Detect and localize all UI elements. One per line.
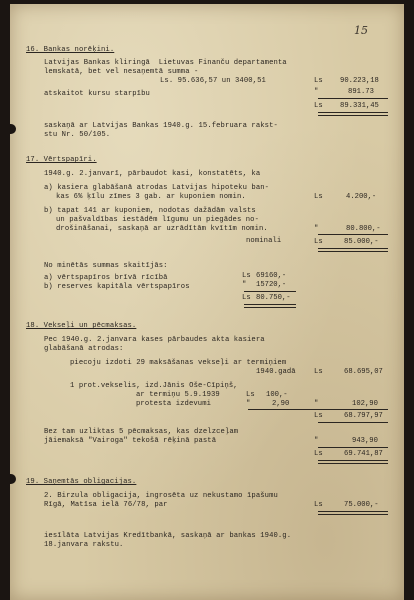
s16-line4: atskaitot kursu starpību bbox=[44, 90, 150, 98]
s17-line1: 1940.g. 2.janvarī, pārbaudot kasi, konstatēts, ka bbox=[44, 170, 261, 178]
s19-para1: iesīlāta Latvijas Kredītbankā, saskaņā ar bankas 1940.g. bbox=[44, 532, 292, 540]
page-number: 15 bbox=[354, 24, 368, 37]
s16-line2: lemskatā, bet vel nesaņemtā summa - bbox=[44, 68, 199, 76]
currency-label: Ls bbox=[246, 391, 255, 399]
section-17-heading: 17. Vērtspapīri. bbox=[26, 156, 97, 164]
section-16-heading: 16. Bankas norēķini. bbox=[26, 46, 115, 54]
s19-amount: 75.000,- bbox=[344, 501, 379, 509]
currency-label: Ls bbox=[314, 368, 323, 376]
s16-para1: saskaņā ar Latvijas Bankas 1940.g. 15.februara rakst- bbox=[44, 122, 278, 130]
s17-nominali: nominali bbox=[246, 237, 282, 245]
s18-sum1: 68.797,97 bbox=[344, 412, 383, 420]
section-19-heading: 19. Saņemtās obligacijas. bbox=[26, 478, 137, 486]
s18-amount5: 943,90 bbox=[352, 437, 378, 445]
s18-line3: piecoju izdoti 29 maksāšanas vekseļi ar termiņiem bbox=[70, 359, 287, 367]
s18-line5: ar termiņu 5.9.1939 bbox=[136, 391, 220, 399]
s17-calc: No minētās summas skaitījās: bbox=[44, 262, 168, 270]
currency-label: Ls bbox=[314, 450, 323, 458]
s18-line6: protesta izdevumi bbox=[136, 400, 212, 408]
s18-line1: Pec 1940.g. 2.janvara kases pārbaudes akta kasiera bbox=[44, 336, 265, 344]
s18-line8: jāiemaksā "Vairoga" tekošā rēķinā pastā bbox=[44, 437, 217, 445]
s17-a-amount: 4.200,- bbox=[346, 193, 377, 201]
s16-amount2: 891.73 bbox=[348, 88, 374, 96]
s17-calc-b-amount: 15720,- bbox=[256, 281, 287, 289]
s18-amount1: 68.695,07 bbox=[344, 368, 383, 376]
punch-hole bbox=[10, 124, 16, 134]
s16-amount3: 89.331,45 bbox=[340, 102, 379, 110]
currency-label: Ls bbox=[314, 501, 323, 509]
s18-amount2: 100,- bbox=[266, 391, 288, 399]
currency-label: Ls bbox=[242, 294, 251, 302]
s16-line3: Ls. 95.636,57 un 3400,51 bbox=[160, 77, 266, 85]
s17-calc-sum: 80.750,- bbox=[256, 294, 291, 302]
currency-label: Ls bbox=[314, 412, 323, 420]
currency-label: Ls bbox=[314, 102, 323, 110]
s19-line2: Rīgā, Matīsa ielā 76/78, par bbox=[44, 501, 168, 509]
s19-line1: 2. Birzula obligacija, ingrosēta uz nekustamo īpašumu bbox=[44, 492, 278, 500]
s18-line2: glabāšanā atrodas: bbox=[44, 345, 124, 353]
s17-a-line1: a) kasiera glabāšanā atrodas Latvijas hipoteku ban- bbox=[44, 184, 270, 192]
s17-calc-a-amount: 69160,- bbox=[256, 272, 287, 280]
s16-amount1: 90.223,18 bbox=[340, 77, 379, 85]
s17-b-line1: b) tapat 141 ar kuponiem, nodotas dažādām valsts bbox=[44, 207, 256, 215]
currency-label: Ls bbox=[242, 272, 251, 280]
currency-label: Ls bbox=[314, 238, 323, 246]
s16-line1: Latvijas Bankas kliringā Lietuvas Finanču departamenta bbox=[44, 59, 287, 67]
document-page: 15 16. Bankas norēķini. Latvijas Bankas kliringā Lietuvas Finanču departamenta lemskatā, bet vel nesaņemtā summa - Ls. 95.636,57 un 3400,51 atskaitot kursu starpību Ls 90.223,18 " 891.73 Ls 89.331,45 saskaņā ar Latvijas Bankas 1940.g. 15.februara rakst- stu Nr. 50/105. 17. Vērtspapīri. 1940.g. 2.janvarī, pārbaudot kasi, konstatēts, ka a) kasiera glabāšanā atrodas Latvijas hipoteku ban- kas 6% ķīlu zīmes 3 gab. ar kuponiem nomin. Ls 4.200,- b) tapat 141 ar kuponiem, nodotas dažādām valsts un pašvaldības iestādēm līgumu un piegādes no- drošināšanai, saskaņā ar uzrādītām kvītīm nomin. " 80.800,- nominali Ls 85.000,- No minētās summas skaitījās: a) vērtspapīros brīvā rīcībā Ls 69160,- b) reserves kapitāla vērtspapīros " 15720,- Ls 80.750,- 18. Vekseļi un pēcmaksas. Pec 1940.g. 2.janvara kases pārbaudes akta kasiera glabāšanā atrodas: piecoju izdoti 29 maksāšanas vekseļi ar termiņiem 1940.gadā Ls 68.695,07 1 prot.vekselis, izd.Jānis Oše-Cīpiņš, ar termiņu 5.9.1939 Ls 100,- protesta izdevumi " 2,90 " 102,90 Ls 68.797,97 Bez tam uzliktas 5 pēcmaksas, kas dzelzceļam jāiemaksā "Vairoga" tekošā rēķinā pastā " 943,90 Ls 69.741,87 19. Saņemtās obligacijas. 2. Birzula obligacija, ingrosēta uz nekustamo īpašumu Rīgā, Matīsa ielā 76/78, par Ls 75.000,- iesīlāta Latvijas Kredītbankā, saskaņā ar bankas 1940.g. 18.janvara rakstu. bbox=[10, 4, 404, 600]
s18-sum2: 69.741,87 bbox=[344, 450, 383, 458]
s17-calc-b: b) reserves kapitāla vērtspapīros bbox=[44, 283, 190, 291]
s17-a-line2: kas 6% ķīlu zīmes 3 gab. ar kuponiem nomin. bbox=[56, 193, 246, 201]
s18-line7: Bez tam uzliktas 5 pēcmaksas, kas dzelzceļam bbox=[44, 428, 239, 436]
currency-label: Ls bbox=[314, 193, 323, 201]
s16-para2: stu Nr. 50/105. bbox=[44, 131, 111, 139]
s19-para2: 18.janvara rakstu. bbox=[44, 541, 124, 549]
s17-b-amount: 80.800,- bbox=[346, 225, 381, 233]
s18-line4: 1 prot.vekselis, izd.Jānis Oše-Cīpiņš, bbox=[70, 382, 238, 390]
s17-b-line2: un pašvaldības iestādēm līgumu un piegādes no- bbox=[56, 216, 260, 224]
currency-label: Ls bbox=[314, 77, 323, 85]
s17-nominal-amount: 85.000,- bbox=[344, 238, 379, 246]
section-18-heading: 18. Vekseļi un pēcmaksas. bbox=[26, 322, 137, 330]
punch-hole bbox=[10, 474, 16, 484]
s17-b-line3: drošināšanai, saskaņā ar uzrādītām kvītīm nomin. bbox=[56, 225, 268, 233]
s17-calc-a: a) vērtspapīros brīvā rīcībā bbox=[44, 274, 168, 282]
s18-amount3: 2,90 bbox=[272, 400, 290, 408]
s18-amount4: 102,90 bbox=[352, 400, 378, 408]
s18-line3b: 1940.gadā bbox=[256, 368, 296, 376]
